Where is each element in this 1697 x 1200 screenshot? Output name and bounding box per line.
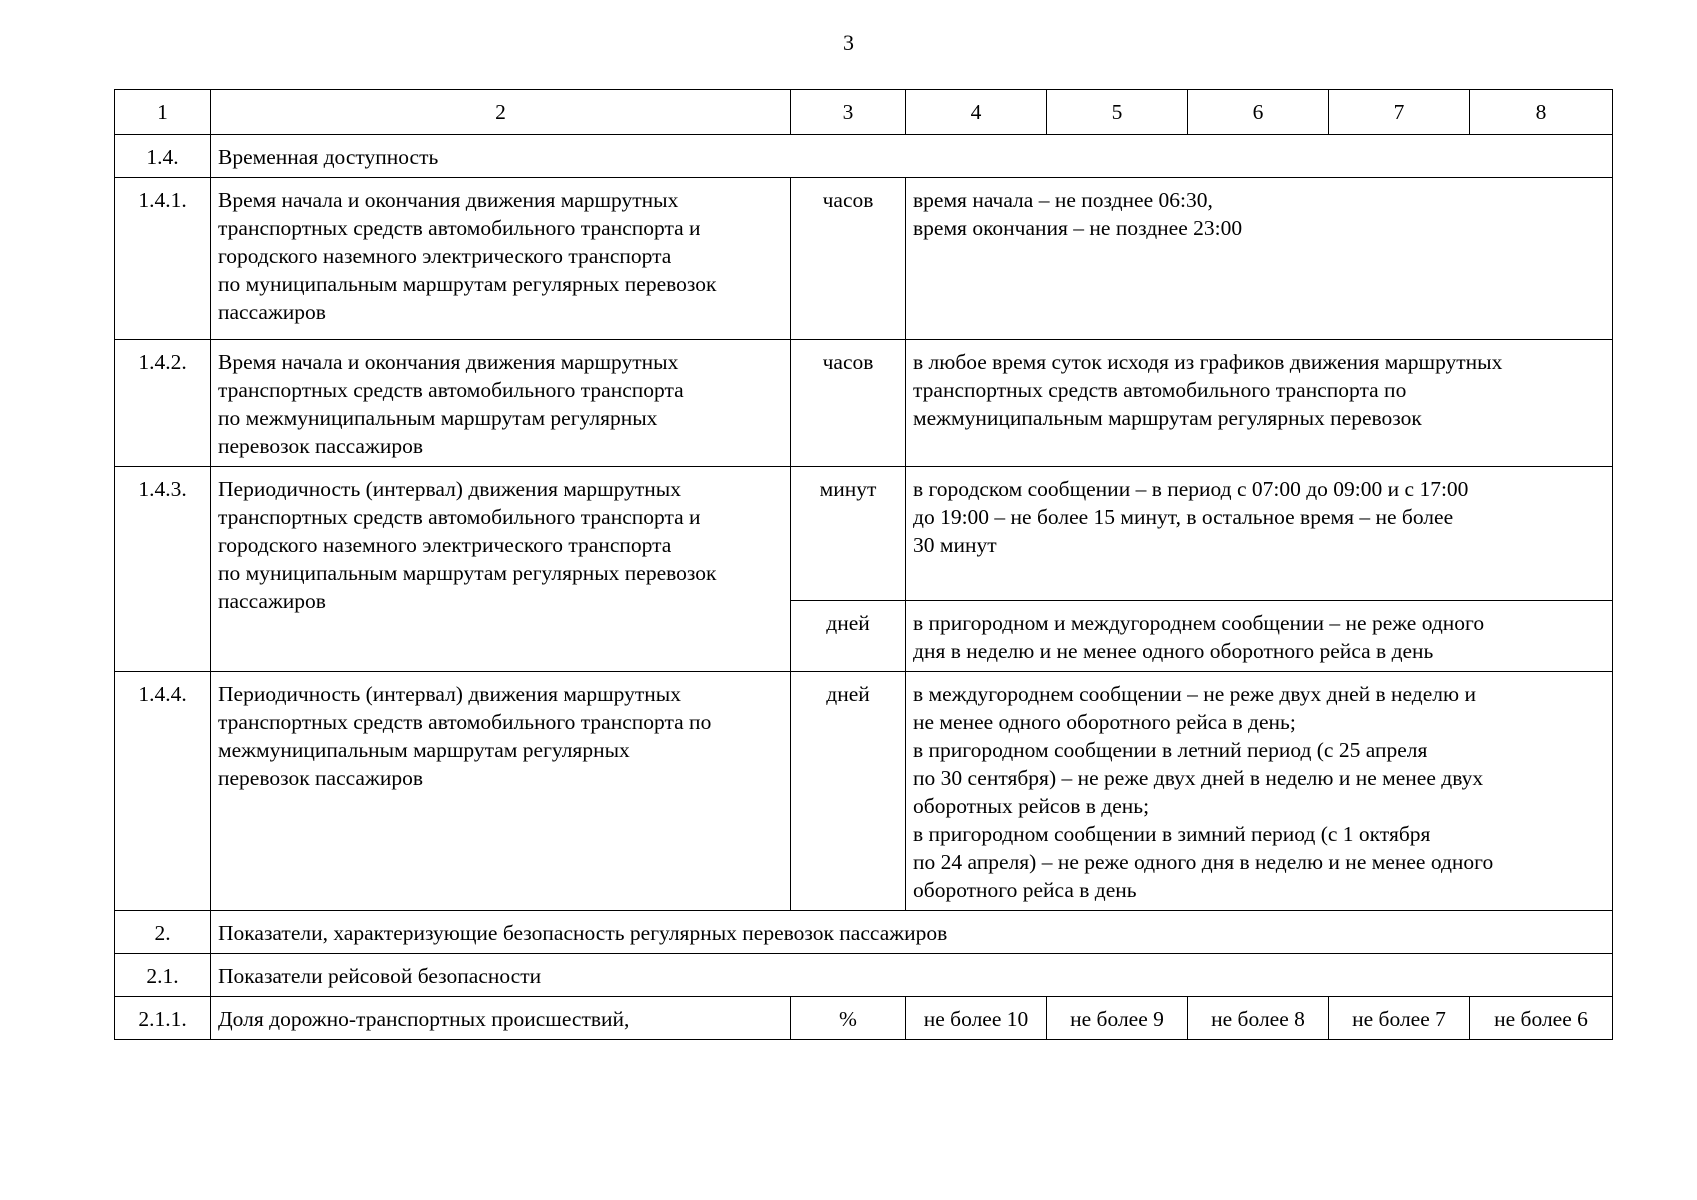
column-number: 5	[1047, 90, 1188, 135]
indicator-description: Доля дорожно-транспортных происшествий,	[211, 997, 791, 1040]
unit-of-measure: минут	[791, 467, 906, 601]
row-number: 1.4.2.	[115, 340, 211, 467]
column-number: 8	[1470, 90, 1613, 135]
indicator-value: в городском сообщении – в период с 07:00 до 09:00 и с 17:00 до 19:00 – не более 15 минут, в остальное время – не более 30 минут	[906, 467, 1613, 601]
indicator-description: Периодичность (интервал) движения маршрутных транспортных средств автомобильного транспорта и городского наземного электрического транспорта по муниципальным маршрутам регулярных перевозок пассажиров	[211, 467, 791, 672]
table-row	[115, 467, 1613, 601]
column-number: 3	[791, 90, 906, 135]
table-row	[115, 997, 1613, 1040]
year-value: не более 6	[1470, 997, 1613, 1040]
indicator-value: в пригородном и междугороднем сообщении – не реже одного дня в неделю и не менее одного оборотного рейса в день	[906, 601, 1613, 672]
unit-of-measure: часов	[791, 340, 906, 467]
row-number: 1.4.	[115, 135, 211, 178]
unit-of-measure: часов	[791, 178, 906, 340]
column-number: 1	[115, 90, 211, 135]
year-value: не более 8	[1188, 997, 1329, 1040]
section-title: Временная доступность	[211, 135, 1613, 178]
unit-of-measure: дней	[791, 672, 906, 911]
unit-of-measure: дней	[791, 601, 906, 672]
year-value: не более 7	[1329, 997, 1470, 1040]
year-value: не более 10	[906, 997, 1047, 1040]
section-title: Показатели, характеризующие безопасность регулярных перевозок пассажиров	[211, 911, 1613, 954]
table-row	[115, 135, 1613, 178]
indicator-value: время начала – не позднее 06:30, время окончания – не позднее 23:00	[906, 178, 1613, 340]
table-row	[115, 911, 1613, 954]
table-row	[115, 340, 1613, 467]
table-row	[115, 954, 1613, 997]
table-row	[115, 178, 1613, 340]
indicator-value: в междугороднем сообщении – не реже двух дней в неделю и не менее одного оборотного рейса в день; в пригородном сообщении в летний период (с 25 апреля по 30 сентября) – не реже двух дней в неделю и не менее двух оборотных рейсов в день; в пригородном сообщении в зимний период (с 1 октября по 24 апреля) – не реже одного дня в неделю и не менее одного оборотного рейса в день	[906, 672, 1613, 911]
column-number-row	[115, 90, 1613, 135]
indicators-table	[114, 89, 1613, 1040]
row-number: 1.4.3.	[115, 467, 211, 672]
indicator-description: Время начала и окончания движения маршрутных транспортных средств автомобильного транспорта и городского наземного электрического транспорта по муниципальным маршрутам регулярных перевозок пассажиров	[211, 178, 791, 340]
page-number: 3	[843, 30, 854, 55]
column-number: 7	[1329, 90, 1470, 135]
row-number: 2.1.	[115, 954, 211, 997]
column-number: 6	[1188, 90, 1329, 135]
indicator-description: Время начала и окончания движения маршрутных транспортных средств автомобильного транспорта по межмуниципальным маршрутам регулярных перевозок пассажиров	[211, 340, 791, 467]
row-number: 2.1.1.	[115, 997, 211, 1040]
indicator-description: Периодичность (интервал) движения маршрутных транспортных средств автомобильного транспорта по межмуниципальным маршрутам регулярных перевозок пассажиров	[211, 672, 791, 911]
year-value: не более 9	[1047, 997, 1188, 1040]
indicator-value: в любое время суток исходя из графиков движения маршрутных транспортных средств автомобильного транспорта по межмуниципальным маршрутам регулярных перевозок	[906, 340, 1613, 467]
column-number: 4	[906, 90, 1047, 135]
row-number: 1.4.1.	[115, 178, 211, 340]
unit-of-measure: %	[791, 997, 906, 1040]
row-number: 1.4.4.	[115, 672, 211, 911]
section-title: Показатели рейсовой безопасности	[211, 954, 1613, 997]
table-row	[115, 672, 1613, 911]
row-number: 2.	[115, 911, 211, 954]
column-number: 2	[211, 90, 791, 135]
